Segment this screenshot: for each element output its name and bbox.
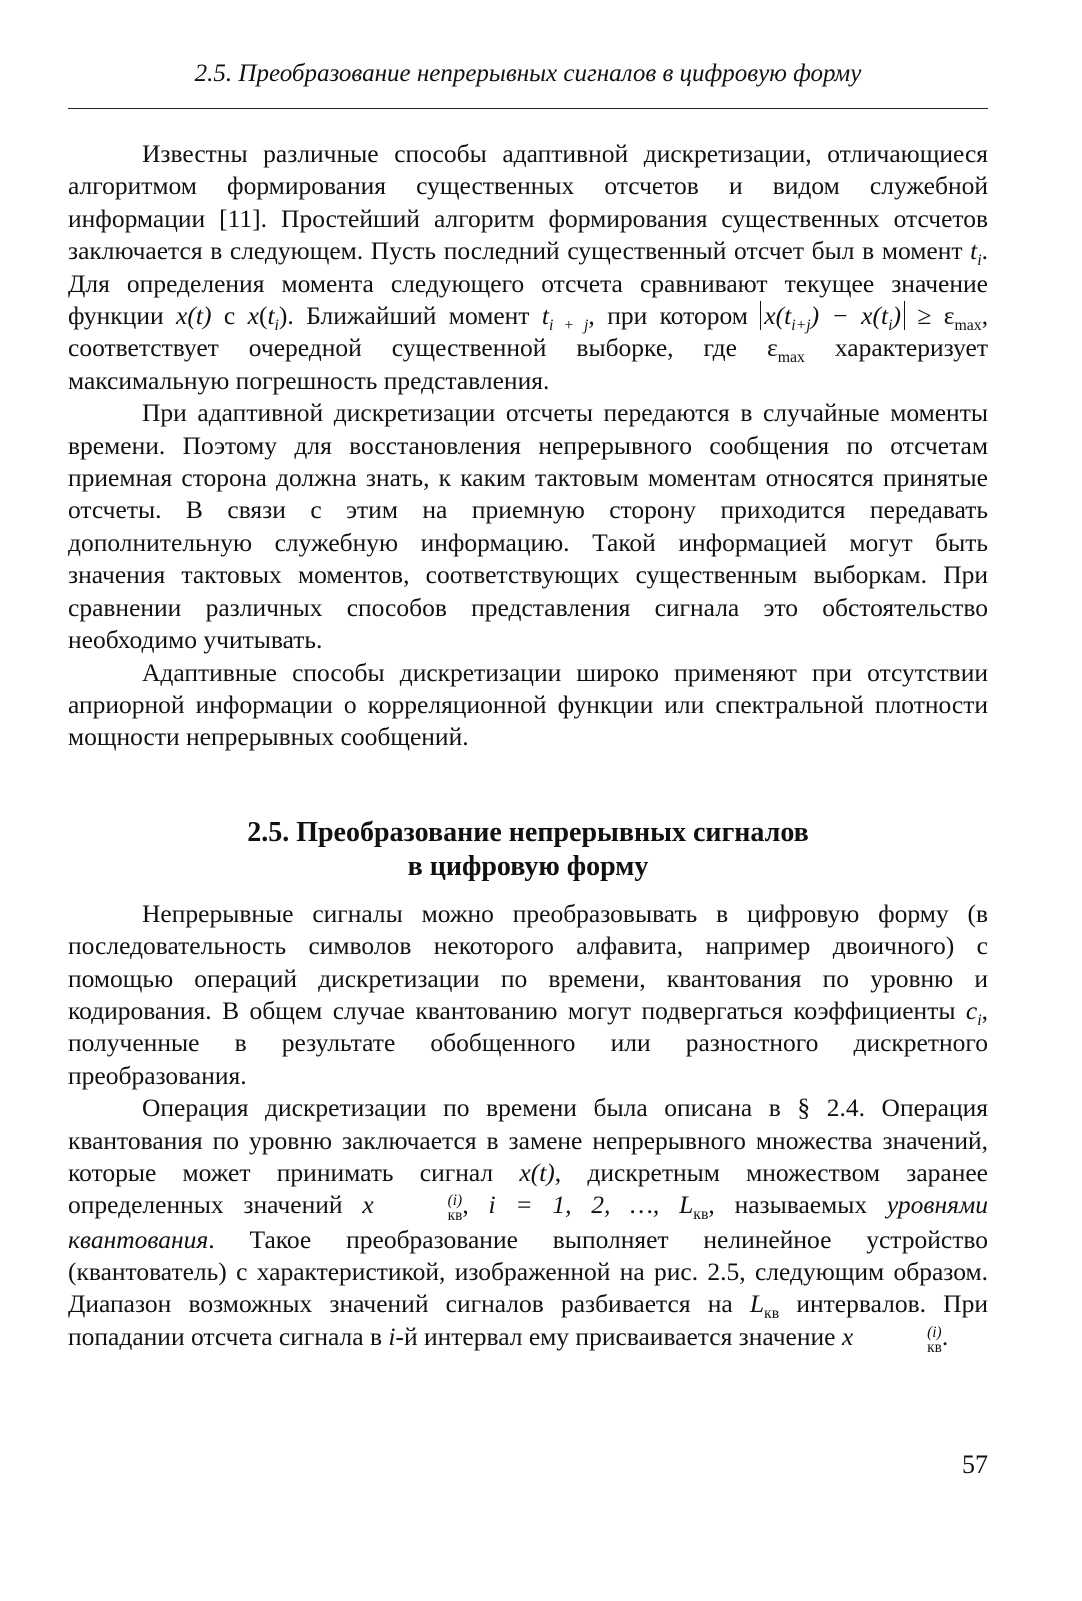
term-quantization-levels: уровнями квантования [68, 1190, 988, 1254]
running-head: 2.5. Преобразование непрерывных сигналов в цифровую форму [194, 60, 862, 87]
paragraph-quantization: Операция дискретизации по времени была описана в § 2.4. Операция квантования по уровню заключается в замене непрерывного множества значений, которые может принимать сигнал x(t), дискретным множеством заранее определенных значений x (i) кв , i = 1, 2, …, $L_{кв}$, называемых уровнями квантования. Такое преобразование выполняет нелинейное устройство (квантователь) с характеристикой, изображенной на рис. 2.5, следующим образом. Диапазон возможных значений сигналов разбивается на $L_{кв}$ интервалов. При попадании отсчета сигнала в i-й интервал ему присваивается значение x (i) кв . [68, 1093, 988, 1356]
header-rule [68, 108, 988, 109]
paragraph-digital-conversion: Непрерывные сигналы можно преобразовывать в цифровую форму (в последовательность символов некоторого алфавита, например двоичного) с помощью операций дискретизации по времени, квантования по уровню и кодирования. В общем случае квантованию могут подвергаться коэффициенты $c_i$, полученные в результате обобщенного или разностного дискретного преобразования. [68, 898, 989, 1090]
page-number: 57 [962, 1450, 988, 1479]
section-heading: 2.5. Преобразование непрерывных сигналов в цифровую форму [247, 816, 809, 882]
paragraph-adaptive-methods: Известны различные способы адаптивной дискретизации, отличающиеся алгоритмом формирования существенных отсчетов и видом служебной информации [11]. Простейший алгоритм формирования существенных отсчетов заключается в следующем. Пусть последний существенный отсчет был в момент $t_i$. Для определения момента следующего отсчета сравнивают текущее значение функции x(t) с $x(t_i)$. Ближайший момент $t_{i + j}$, при котором $x(t_{i+j}) - x(t_i) \ge \varepsilon_{max}$, соответствует очередной существенной выборке, где $\varepsilon_{max}$ характеризует максимальную погрешность представления. [68, 139, 989, 395]
abs-difference-formula: $x(t_{i+j}) - x(t_i)$ [760, 301, 905, 330]
body-text [68, 138, 988, 1355]
paragraph-random-moments: При адаптивной дискретизации отсчеты передаются в случайные моменты времени. Поэтому для восстановления непрерывного сообщения по отсчетам приемная сторона должна знать, к каким тактовым моментам относятся принятые отсчеты. В связи с этим на приемную сторону приходится передавать дополнительную служебную информацию. Такой информацией могут быть значения тактовых моментов, соответствующих существенным выборкам. При сравнении различных способов представления сигнала это обстоятельство необходимо учитывать. [68, 398, 988, 655]
paragraph-adaptive-usage: Адаптивные способы дискретизации широко применяют при отсутствии априорной информации о корреляционной функции или спектральной плотности мощности непрерывных сообщений. [68, 657, 988, 752]
